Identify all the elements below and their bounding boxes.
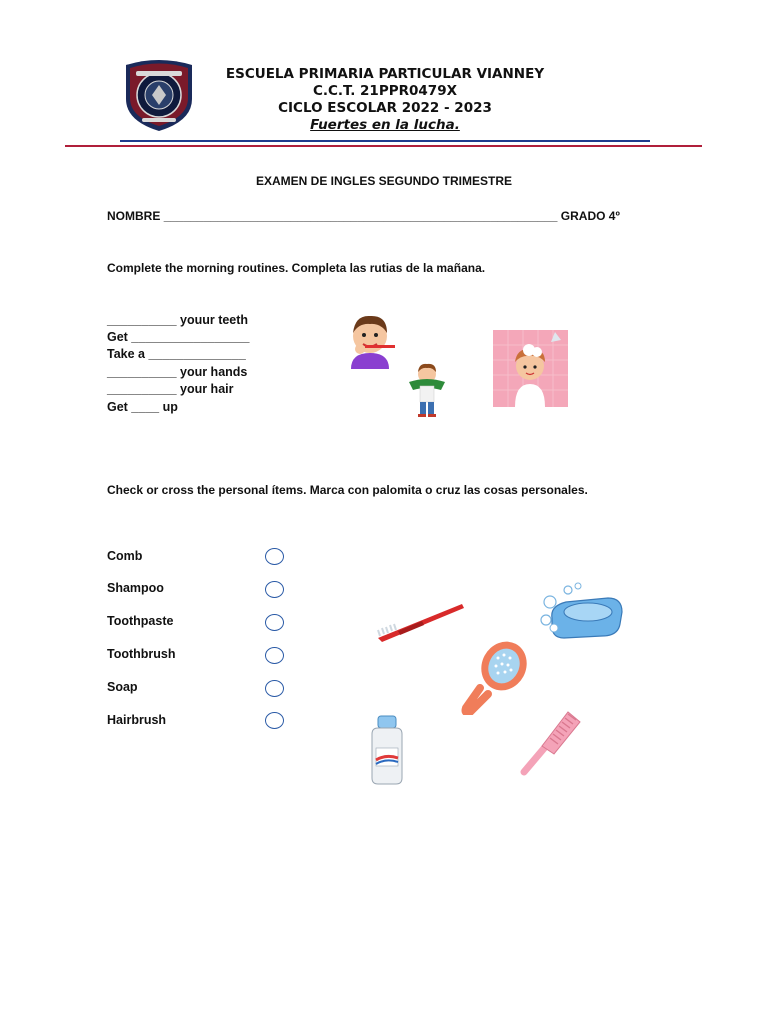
check-circle-toothpaste[interactable]	[265, 614, 284, 631]
school-name: ESCUELA PRIMARIA PARTICULAR VIANNEY	[225, 66, 545, 82]
check-circle-shampoo[interactable]	[265, 581, 284, 598]
name-line	[107, 209, 620, 223]
item-label-hairbrush: Hairbrush	[107, 713, 167, 727]
routine-line[interactable]: __________ your hair	[107, 382, 234, 396]
school-cycle: CICLO ESCOLAR 2022 - 2023	[278, 100, 492, 116]
boy-brushing-teeth-image	[343, 311, 398, 369]
boy-drying-towel-image	[405, 362, 449, 418]
routine-line[interactable]: Take a ______________	[107, 347, 246, 361]
check-circle-comb[interactable]	[265, 548, 284, 565]
girl-showering-image	[493, 330, 568, 407]
item-label-toothpaste: Toothpaste	[107, 614, 174, 628]
section2-instruction: Check or cross the personal ítems. Marca con palomita o cruz las cosas personales.	[107, 483, 588, 497]
soap-image	[538, 580, 624, 640]
check-circle-toothbrush[interactable]	[265, 647, 284, 664]
routine-line[interactable]: __________ your hands	[107, 365, 248, 379]
routine-line[interactable]: Get ____ up	[107, 400, 178, 414]
school-cct: C.C.T. 21PPR0479X	[312, 83, 457, 99]
item-label-shampoo: Shampoo	[107, 581, 164, 595]
school-motto: Fuertes en la lucha.	[310, 117, 460, 133]
name-label: NOMBRE	[107, 209, 161, 223]
routine-line[interactable]: __________ youur teeth	[107, 313, 249, 327]
header-rule-red	[65, 145, 702, 147]
check-circle-soap[interactable]	[265, 680, 284, 697]
header-rule-blue	[120, 140, 650, 142]
item-label-comb: Comb	[107, 549, 143, 563]
section1-instruction: Complete the morning routines. Completa las rutias de la mañana.	[107, 261, 486, 275]
shampoo-bottle-image	[366, 714, 408, 786]
item-label-soap: Soap	[107, 680, 138, 694]
comb-image	[516, 706, 584, 780]
check-circle-hairbrush[interactable]	[265, 712, 284, 729]
grade-label: GRADO 4º	[560, 209, 620, 223]
hairbrush-image	[460, 640, 530, 715]
item-label-toothbrush: Toothbrush	[107, 647, 176, 661]
routine-line[interactable]: Get _________________	[107, 330, 250, 344]
name-blank[interactable]: ___________________________________________________________	[163, 209, 558, 223]
exam-title: EXAMEN DE INGLES SEGUNDO TRIMESTRE	[255, 174, 513, 188]
toothbrush-image	[374, 600, 466, 648]
